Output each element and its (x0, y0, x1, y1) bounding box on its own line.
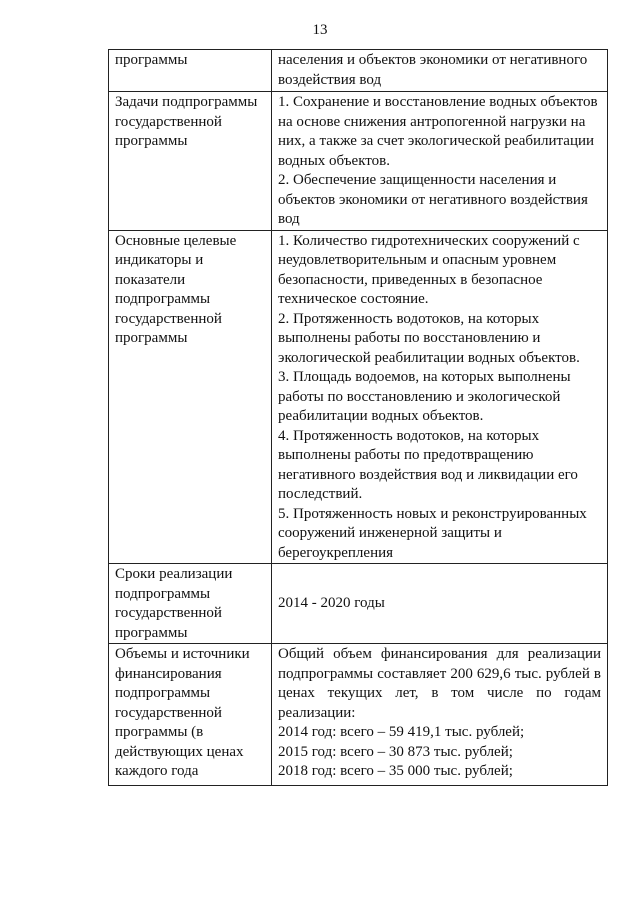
content-paragraph: 2018 год: всего – 35 000 тыс. рублей; (278, 763, 513, 779)
content-paragraph: Общий объем финансирования для реализации подпрограммы составляет 200 629,6 тыс. рублей в ценах текущих лет, в том числе по годам реализации: (278, 646, 601, 721)
row-label-cell (109, 644, 272, 786)
row-label-cell (109, 50, 272, 92)
row-label-cell (109, 564, 272, 644)
content-paragraph: 4. Протяженность водотоков, на которых выполнены работы по предотвращению негативного воздействия вод и ликвидации его последствий. (278, 427, 578, 502)
content-paragraph: 2. Обеспечение защищенности населения и объектов экономики от негативного воздействия вод (278, 172, 588, 227)
content-paragraph: 2015 год: всего – 30 873 тыс. рублей; (278, 743, 513, 760)
row-label: Сроки реализации подпрограммы государственной программы (115, 566, 233, 641)
content-paragraph: 1. Количество гидротехнических сооружений с неудовлетворительным и опасным уровнем безопасности, приведенных в безопасное техническое состояние. (278, 232, 580, 307)
content-paragraph: 5. Протяженность новых и реконструированных сооружений инженерной защиты и берегоукрепления (278, 505, 587, 561)
content-paragraph: 2014 - 2020 годы (278, 595, 385, 612)
row-content-cell (272, 92, 608, 231)
table-row (109, 564, 608, 644)
row-content-cell (272, 564, 608, 644)
content-paragraph: 1. Сохранение и восстановление водных объектов на основе снижения антропогенной нагрузки на них, а также за счет экологической реабилитации водных объектов. (278, 94, 598, 169)
row-label: Объемы и источники финансирования подпрограммы государственной программы (в действующих ценах каждого года (115, 646, 250, 779)
table-row (109, 230, 608, 564)
row-content-cell (272, 50, 608, 92)
content-paragraph: 2014 год: всего – 59 419,1 тыс. рублей; (278, 724, 525, 740)
row-label: Задачи подпрограммы государственной программы (115, 94, 258, 149)
row-content-cell (272, 230, 608, 564)
content-paragraph: 2. Протяженность водотоков, на которых выполнены работы по восстановлению и экологической реабилитации водных объектов. (278, 310, 580, 366)
table-row (109, 50, 608, 92)
row-label: Основные целевые индикаторы и показатели подпрограммы государственной программы (115, 232, 237, 346)
page-number: 13 (312, 22, 328, 38)
content-paragraph: населения и объектов экономики от негативного воздействия вод (278, 52, 588, 88)
content-paragraph: 3. Площадь водоемов, на которых выполнены работы по восстановлению и экологической реабилитации водных объектов. (278, 369, 571, 424)
row-label: программы (115, 52, 188, 68)
subprogram-passport-table (108, 49, 608, 786)
table-row (109, 644, 608, 786)
row-label-cell (109, 92, 272, 231)
table-row (109, 92, 608, 231)
row-content-cell (272, 644, 608, 786)
row-label-cell (109, 230, 272, 564)
